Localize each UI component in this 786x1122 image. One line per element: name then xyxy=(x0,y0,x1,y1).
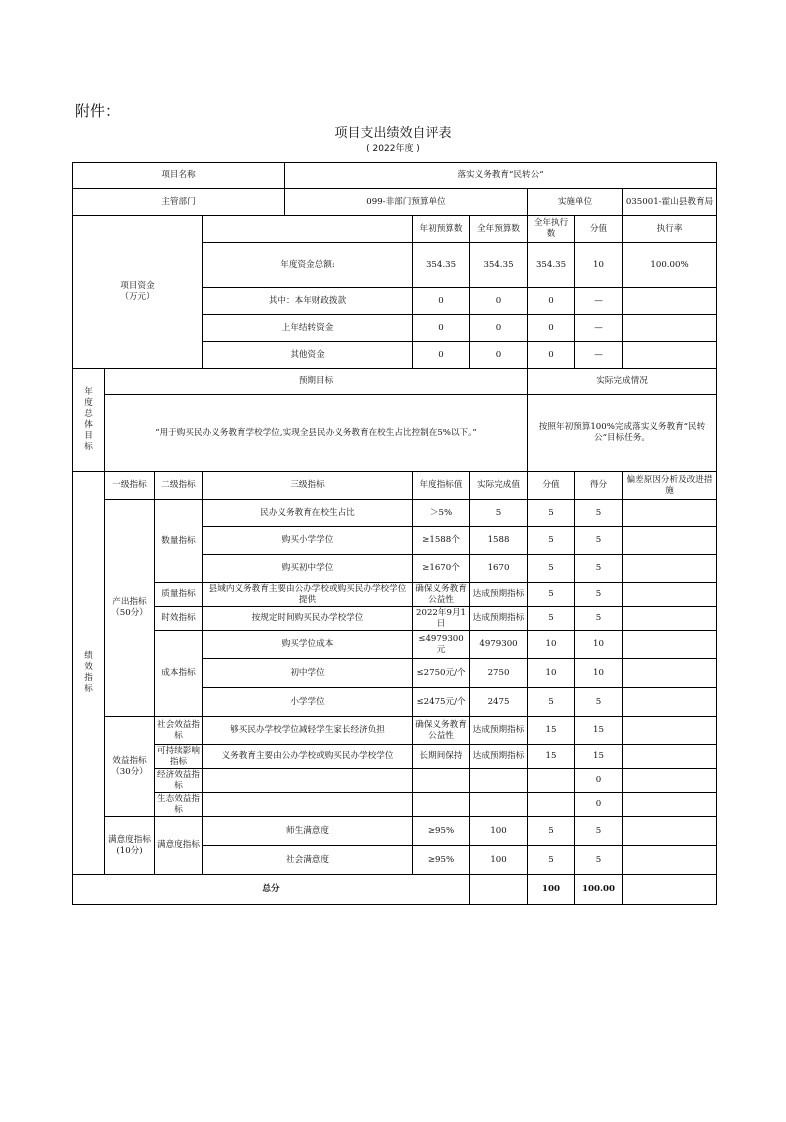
indicator-row xyxy=(73,769,717,793)
funds-row-label: 上年结转资金 xyxy=(203,315,413,342)
total-label: 总分 xyxy=(73,875,470,905)
funds-header-row xyxy=(73,216,717,243)
goals-label: 年 度 总 体 目 标 xyxy=(73,369,105,472)
indicator-score: 5 xyxy=(575,846,623,875)
indicator-name: 购买初中学位 xyxy=(203,555,413,583)
indicator-header: 年度指标值 xyxy=(413,472,470,500)
indicator-row xyxy=(73,583,717,607)
indicator-weight: 5 xyxy=(528,607,575,631)
funds-cell: 354.35 xyxy=(470,243,528,288)
funds-cell: 0 xyxy=(528,288,575,315)
indicator-target: ≥95% xyxy=(413,817,470,846)
indicator-actual: 2750 xyxy=(470,659,528,688)
actual-completion-header: 实际完成情况 xyxy=(528,369,717,395)
indicator-actual: 达成预期指标 xyxy=(470,745,528,769)
indicator-weight: 15 xyxy=(528,717,575,745)
indicator-header: 偏差原因分析及改进措施 xyxy=(623,472,717,500)
performance-table xyxy=(72,162,717,905)
indicator-name: 购买小学学位 xyxy=(203,527,413,555)
indicator-header: 分值 xyxy=(528,472,575,500)
department-row xyxy=(73,189,717,216)
quantity-indicator-label: 数量指标 xyxy=(155,500,203,583)
indicator-weight: 5 xyxy=(528,846,575,875)
satisfaction-indicator-l1-label: 满意度指标(10分) xyxy=(105,817,155,875)
indicator-actual xyxy=(470,793,528,817)
time-indicator-label: 时效指标 xyxy=(155,607,203,631)
indicator-score: 5 xyxy=(575,688,623,717)
indicator-score: 5 xyxy=(575,527,623,555)
indicator-target: ≥1670个 xyxy=(413,555,470,583)
indicator-target xyxy=(413,793,470,817)
indicator-score: 0 xyxy=(575,793,623,817)
funds-row-label: 年度资金总额: xyxy=(203,243,413,288)
indicator-weight: 10 xyxy=(528,631,575,659)
indicator-actual: 1670 xyxy=(470,555,528,583)
indicator-score: 10 xyxy=(575,631,623,659)
indicator-header: 得分 xyxy=(575,472,623,500)
ecological-benefit-label: 生态效益指标 xyxy=(155,793,203,817)
indicator-actual: 100 xyxy=(470,846,528,875)
funds-header: 全年预算数 xyxy=(470,216,528,243)
indicator-target xyxy=(413,769,470,793)
output-indicator-label: 产出指标 （50分） xyxy=(105,500,155,717)
indicator-actual: 100 xyxy=(470,817,528,846)
indicator-actual: 达成预期指标 xyxy=(470,583,528,607)
actual-completion-text: 按照年初预算100%完成落实义务教育“民转公“目标任务。 xyxy=(528,395,717,472)
sustainability-label: 可持续影响指标 xyxy=(155,745,203,769)
indicator-note xyxy=(623,793,717,817)
attachment-label: 附件： xyxy=(75,102,121,120)
economic-benefit-label: 经济效益指标 xyxy=(155,769,203,793)
project-name-label: 项目名称 xyxy=(73,163,285,189)
quality-indicator-label: 质量指标 xyxy=(155,583,203,607)
indicator-target: 确保义务教育公益性 xyxy=(413,583,470,607)
indicator-row xyxy=(73,745,717,769)
indicator-actual: 达成预期指标 xyxy=(470,607,528,631)
indicator-weight: 10 xyxy=(528,659,575,688)
indicator-note xyxy=(623,607,717,631)
indicator-row xyxy=(73,717,717,745)
funds-cell xyxy=(623,342,717,369)
indicator-name xyxy=(203,769,413,793)
indicator-note xyxy=(623,659,717,688)
indicator-header: 三级指标 xyxy=(203,472,413,500)
indicator-name: 够买民办学校学位减轻学生家长经济负担 xyxy=(203,717,413,745)
indicator-actual: 4979300 xyxy=(470,631,528,659)
department-value: 099-非部门预算单位 xyxy=(285,189,528,216)
indicator-name: 按规定时间购买民办学校学位 xyxy=(203,607,413,631)
indicator-note xyxy=(623,745,717,769)
indicator-score: 15 xyxy=(575,717,623,745)
indicator-score: 5 xyxy=(575,583,623,607)
funds-header-blank xyxy=(203,216,285,243)
benefit-indicator-label: 效益指标 （30分） xyxy=(105,717,155,817)
implementer-label: 实施单位 xyxy=(528,189,623,216)
indicator-weight: 5 xyxy=(528,500,575,527)
satisfaction-indicator-l2-label: 满意度指标 xyxy=(155,817,203,875)
funds-cell: 354.35 xyxy=(528,243,575,288)
year-label: ( 2022年度 ) xyxy=(366,144,420,154)
indicator-name: 县域内义务教育主要由公办学校或购买民办学校学位提供 xyxy=(203,583,413,607)
goals-row xyxy=(73,395,717,472)
indicator-name: 社会满意度 xyxy=(203,846,413,875)
total-weight: 100 xyxy=(528,875,575,905)
indicator-target: 确保义务教育公益性 xyxy=(413,717,470,745)
indicator-weight: 5 xyxy=(528,527,575,555)
funds-header: 全年执行数 xyxy=(528,216,575,243)
funds-header-blank-2 xyxy=(285,216,413,243)
indicator-header-row xyxy=(73,472,717,500)
indicator-name: 小学学位 xyxy=(203,688,413,717)
funds-cell: 10 xyxy=(575,243,623,288)
indicator-score: 15 xyxy=(575,745,623,769)
indicator-name: 初中学位 xyxy=(203,659,413,688)
indicator-score: 0 xyxy=(575,769,623,793)
indicator-name: 购买学位成本 xyxy=(203,631,413,659)
funds-cell: 0 xyxy=(413,288,470,315)
indicator-header: 二级指标 xyxy=(155,472,203,500)
funds-cell: — xyxy=(575,288,623,315)
funds-header: 年初预算数 xyxy=(413,216,470,243)
funds-row-label: 其中：本年财政拨款 xyxy=(203,288,413,315)
indicator-row xyxy=(73,631,717,659)
indicator-actual: 5 xyxy=(470,500,528,527)
indicator-score: 5 xyxy=(575,555,623,583)
funds-cell: 0 xyxy=(413,342,470,369)
indicator-row xyxy=(73,817,717,846)
indicator-name: 师生满意度 xyxy=(203,817,413,846)
funds-cell xyxy=(623,288,717,315)
implementer-value: 035001-霍山县教育局 xyxy=(623,189,717,216)
funds-header: 执行率 xyxy=(623,216,717,243)
indicator-target: ≤2475元/个 xyxy=(413,688,470,717)
indicator-name: 义务教育主要由公办学校或购买民办学校学位 xyxy=(203,745,413,769)
funds-cell: 100.00% xyxy=(623,243,717,288)
total-row xyxy=(73,875,717,905)
indicator-target: ＞5% xyxy=(413,500,470,527)
indicator-weight: 5 xyxy=(528,583,575,607)
indicator-actual: 1588 xyxy=(470,527,528,555)
total-actual xyxy=(470,875,528,905)
indicator-note xyxy=(623,769,717,793)
indicator-row xyxy=(73,793,717,817)
indicator-score: 5 xyxy=(575,817,623,846)
project-name-value: 落实义务教育“民转公“ xyxy=(285,163,717,189)
funds-label: 项目资金 （万元） xyxy=(73,216,203,369)
indicator-header: 实际完成值 xyxy=(470,472,528,500)
indicator-weight: 5 xyxy=(528,688,575,717)
indicator-note xyxy=(623,631,717,659)
indicator-target: 长期间保持 xyxy=(413,745,470,769)
indicator-weight: 5 xyxy=(528,555,575,583)
indicator-weight xyxy=(528,769,575,793)
indicator-note xyxy=(623,717,717,745)
indicator-name xyxy=(203,793,413,817)
indicator-note xyxy=(623,688,717,717)
indicator-score: 10 xyxy=(575,659,623,688)
cost-indicator-label: 成本指标 xyxy=(155,631,203,717)
funds-cell: — xyxy=(575,315,623,342)
indicator-actual: 达成预期指标 xyxy=(470,717,528,745)
indicator-weight: 5 xyxy=(528,817,575,846)
indicator-score: 5 xyxy=(575,607,623,631)
goals-header-row xyxy=(73,369,717,395)
funds-cell: 0 xyxy=(470,315,528,342)
expected-goal-header: 预期目标 xyxy=(105,369,528,395)
indicator-note xyxy=(623,817,717,846)
funds-cell: 0 xyxy=(528,315,575,342)
performance-label: 绩 效 指 标 xyxy=(73,472,105,875)
department-label: 主管部门 xyxy=(73,189,285,216)
funds-cell: 0 xyxy=(413,315,470,342)
indicator-note xyxy=(623,583,717,607)
funds-cell: — xyxy=(575,342,623,369)
indicator-score: 5 xyxy=(575,500,623,527)
funds-header: 分值 xyxy=(575,216,623,243)
indicator-note xyxy=(623,527,717,555)
indicator-note xyxy=(623,846,717,875)
indicator-note xyxy=(623,500,717,527)
funds-row-label: 其他资金 xyxy=(203,342,413,369)
indicator-target: ≤4979300元 xyxy=(413,631,470,659)
funds-cell: 0 xyxy=(528,342,575,369)
indicator-row xyxy=(73,607,717,631)
indicator-note xyxy=(623,555,717,583)
indicator-row xyxy=(73,500,717,527)
indicator-weight xyxy=(528,793,575,817)
indicator-target: 2022年9月1日 xyxy=(413,607,470,631)
funds-cell: 0 xyxy=(470,288,528,315)
funds-cell xyxy=(623,315,717,342)
funds-cell: 0 xyxy=(470,342,528,369)
indicator-header: 一级指标 xyxy=(105,472,155,500)
indicator-weight: 15 xyxy=(528,745,575,769)
total-score: 100.00 xyxy=(575,875,623,905)
indicator-target: ≥1588个 xyxy=(413,527,470,555)
indicator-name: 民办义务教育在校生占比 xyxy=(203,500,413,527)
funds-cell: 354.35 xyxy=(413,243,470,288)
project-name-row xyxy=(73,163,717,189)
indicator-actual xyxy=(470,769,528,793)
social-benefit-label: 社会效益指标 xyxy=(155,717,203,745)
indicator-actual: 2475 xyxy=(470,688,528,717)
total-note xyxy=(623,875,717,905)
page-title: 项目支出绩效自评表 xyxy=(334,126,452,141)
indicator-target: ≤2750元/个 xyxy=(413,659,470,688)
expected-goal-text: ”用于购买民办义务教育学校学位,实现全县民办义务教育在校生占比控制在5%以下。” xyxy=(105,395,528,472)
indicator-target: ≥95% xyxy=(413,846,470,875)
